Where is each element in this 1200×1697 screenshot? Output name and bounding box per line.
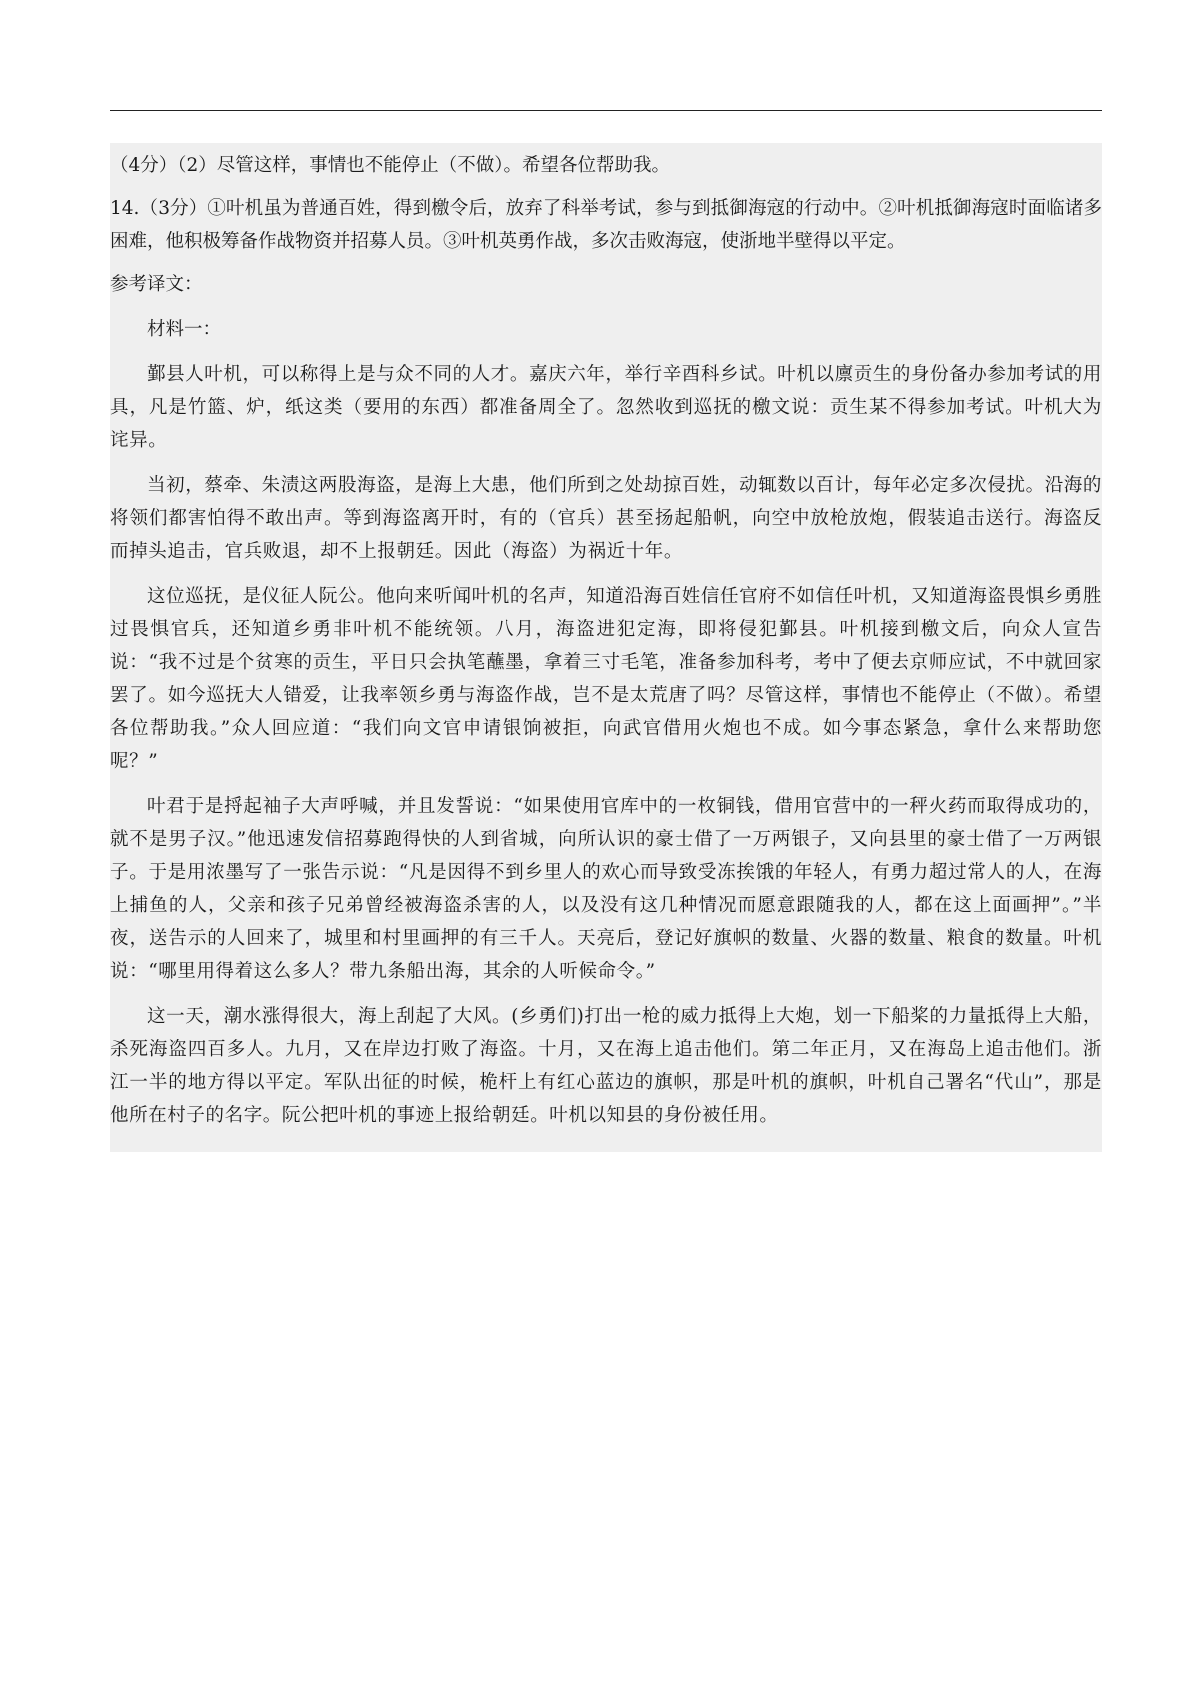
translation-paragraph-5: 这一天，潮水涨得很大，海上刮起了大风。(乡勇们)打出一枪的威力抵得上大炮，划一下船桨的力量抵得上大船，杀死海盗四百多人。九月，又在岸边打败了海盗。十月，又在海上追击他们。第二年正月，又在海岛上追击他们。浙江一半的地方得以平定。军队出征的时候，桅杆上有红心蓝边的旗帜，那是叶机的旗帜，叶机自己署名“代山”，那是他所在村子的名字。阮公把叶机的事迹上报给朝廷。叶机以知县的身份被任用。 xyxy=(110,1006,1102,1126)
answer-14: 14.（3分）①叶机虽为普通百姓，得到檄令后，放弃了科举考试，参与到抵御海寇的行动中。②叶机抵御海寇时面临诸多困难，他积极筹备作战物资并招募人员。③叶机英勇作战，多次击败海寇，使浙地半壁得以平定。 xyxy=(110,198,1102,252)
translation-paragraph-3: 这位巡抚，是仪征人阮公。他向来听闻叶机的名声，知道沿海百姓信任官府不如信任叶机，又知道海盗畏惧乡勇胜过畏惧官兵，还知道乡勇非叶机不能统领。八月，海盗进犯定海，即将侵犯鄞县。叶机接到檄文后，向众人宣告说：“我不过是个贫寒的贡生，平日只会执笔蘸墨，拿着三寸毛笔，准备参加科考，考中了便去京师应试，不中就回家罢了。如今巡抚大人错爱，让我率领乡勇与海盗作战，岂不是太荒唐了吗？尽管这样，事情也不能停止（不做）。希望各位帮助我。”众人回应道：“我们向文官申请银饷被拒，向武官借用火炮也不成。如今事态紧急，拿什么来帮助您呢？” xyxy=(110,586,1103,772)
translation-heading: 参考译文： xyxy=(110,274,203,295)
translation-paragraph-4: 叶君于是捋起袖子大声呼喊，并且发誓说：“如果使用官库中的一枚铜钱，借用官营中的一秤火药而取得成功的，就不是男子汉。”他迅速发信招募跑得快的人到省城，向所认识的豪士借了一万两银子，又向县里的豪士借了一万两银子。于是用浓墨写了一张告示说：“凡是因得不到乡里人的欢心而导致受冻挨饿的年轻人，有勇力超过常人的人，在海上捕鱼的人，父亲和孩子兄弟曾经被海盗杀害的人，以及没有这几种情况而愿意跟随我的人，都在这上面画押”。”半夜，送告示的人回来了，城里和村里画押的有三千人。天亮后，登记好旗帜的数量、火器的数量、粮食的数量。叶机说：“哪里用得着这么多人？带九条船出海，其余的人听候命令。” xyxy=(110,796,1102,982)
translation-paragraph-2: 当初，蔡牵、朱渍这两股海盗，是海上大患，他们所到之处劫掠百姓，动辄数以百计，每年必定多次侵扰。沿海的将领们都害怕得不敢出声。等到海盗离开时，有的（官兵）甚至扬起船帆，向空中放枪放炮，假装追击送行。海盗反而掉头追击，官兵败退，却不上报朝廷。因此（海盗）为祸近十年。 xyxy=(110,475,1103,562)
header-rule xyxy=(110,110,1102,111)
answer-13-2: （4分）（2）尽管这样，事情也不能停止（不做）。希望各位帮助我。 xyxy=(110,155,671,176)
answer-content xyxy=(110,143,1102,1152)
material-title: 材料一： xyxy=(147,319,222,340)
translation-paragraph-1: 鄞县人叶机，可以称得上是与众不同的人才。嘉庆六年，举行辛酉科乡试。叶机以廪贡生的身份备办参加考试的用具，凡是竹篮、炉，纸这类（要用的东西）都准备周全了。忽然收到巡抚的檄文说：贡生某不得参加考试。叶机大为诧异。 xyxy=(110,364,1103,451)
